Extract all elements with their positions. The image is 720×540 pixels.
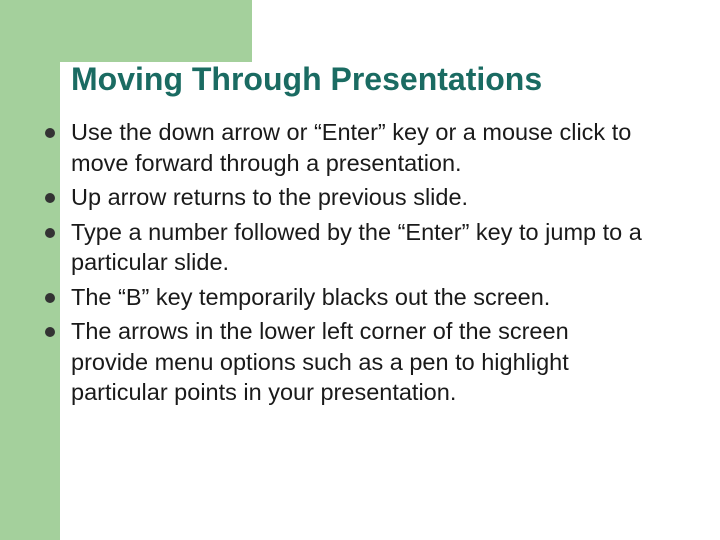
bullet-icon (45, 327, 55, 337)
bullet-item (45, 217, 645, 278)
bullet-icon (45, 128, 55, 138)
bullet-text: Up arrow returns to the previous slide. (71, 184, 469, 210)
bullet-text: The arrows in the lower left corner of the screen provide menu options such as a pen to highlight particular points in your presentation. (71, 318, 569, 405)
bullet-text: The “B” key temporarily blacks out the screen. (71, 283, 551, 310)
bullet-item (45, 316, 645, 408)
slide-title: Moving Through Presentations (71, 61, 543, 97)
bullet-item (45, 282, 645, 313)
bullet-item (45, 182, 645, 213)
bullet-text: Type a number followed by the “Enter” key to jump to a particular slide. (71, 218, 642, 275)
bullet-item (45, 117, 645, 178)
bullet-text: Use the down arrow or “Enter” key or a mouse click to move forward through a presentation. (71, 119, 632, 176)
bullet-icon (45, 228, 55, 238)
bullet-icon (45, 293, 55, 303)
bullet-icon (45, 193, 55, 203)
bullet-list (45, 117, 645, 412)
top-accent-tab (0, 0, 252, 62)
